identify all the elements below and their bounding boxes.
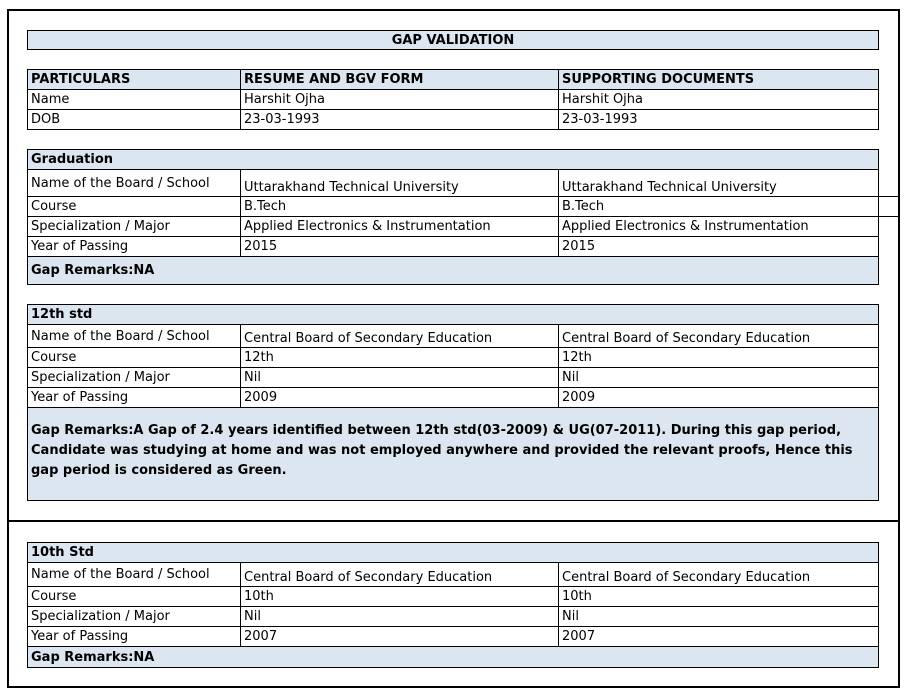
table-row (27, 89, 879, 110)
page-title: GAP VALIDATION (391, 32, 515, 48)
section-title: 12th std (31, 307, 93, 322)
row-label: Specialization / Major (28, 368, 241, 387)
table-row (27, 562, 879, 587)
row-label: Year of Passing (28, 627, 241, 646)
row-label: Year of Passing (28, 388, 241, 407)
section-title-row (27, 542, 879, 563)
document-value: Harshit Ojha (562, 92, 643, 107)
gap-remarks-row (27, 256, 879, 285)
gap-remarks-row (27, 407, 879, 501)
resume-value: B.Tech (241, 197, 559, 216)
section-title: Graduation (31, 152, 114, 167)
header-documents: SUPPORTING DOCUMENTS (562, 72, 755, 87)
resume-value: Nil (241, 607, 559, 626)
table-row (27, 367, 879, 388)
document-value: Applied Electronics & Instrumentation (562, 219, 809, 234)
document-value: Central Board of Secondary Education (562, 570, 811, 585)
document-value: Nil (562, 609, 579, 624)
header-resume: RESUME AND BGV FORM (241, 70, 559, 89)
table-row (27, 626, 879, 647)
document-value: 2009 (562, 390, 596, 405)
row-label: Course (28, 348, 241, 367)
resume-value: Central Board of Secondary Education (241, 563, 559, 586)
table-row (27, 586, 879, 607)
document-value: 23-03-1993 (562, 112, 638, 127)
resume-value: Central Board of Secondary Education (241, 325, 559, 347)
table-row (27, 196, 879, 217)
resume-value: 2009 (241, 388, 559, 407)
resume-value: 2015 (241, 237, 559, 256)
row-label: DOB (28, 110, 241, 129)
grid-stub (879, 216, 900, 217)
page-divider (7, 520, 900, 522)
row-label: Name (28, 90, 241, 109)
row-label: Year of Passing (28, 237, 241, 256)
table-row (27, 347, 879, 368)
row-label: Course (28, 587, 241, 606)
resume-value: Nil (241, 368, 559, 387)
document-value: 2015 (562, 239, 596, 254)
row-label: Name of the Board / School (28, 325, 241, 347)
section-title-row (27, 304, 879, 325)
row-label: Course (28, 197, 241, 216)
resume-value: 10th (241, 587, 559, 606)
table-row (27, 236, 879, 257)
gap-remarks-row (27, 646, 879, 668)
document-value: B.Tech (562, 199, 605, 214)
document-value: 10th (562, 589, 592, 604)
resume-value: 12th (241, 348, 559, 367)
table-row (27, 216, 879, 237)
document-value: 2007 (562, 629, 596, 644)
table-row (27, 109, 879, 130)
document-value: Uttarakhand Technical University (562, 180, 777, 195)
table-row (27, 387, 879, 408)
resume-value: Harshit Ojha (241, 90, 559, 109)
gap-remarks: Gap Remarks:A Gap of 2.4 years identified between 12th std(03-2009) & UG(07-2011). During this gap period, Candidate was studying at home and was not employed anywhere and provided the relevant proofs, Hence this gap period is considered as Green. (31, 423, 853, 478)
header-particulars: PARTICULARS (28, 70, 241, 89)
section-title: 10th Std (31, 545, 94, 560)
table-row (27, 606, 879, 627)
title-bar (27, 30, 879, 50)
row-label: Specialization / Major (28, 607, 241, 626)
row-label: Name of the Board / School (28, 563, 241, 586)
table-row (27, 169, 879, 197)
gap-remarks: Gap Remarks:NA (31, 649, 155, 665)
resume-value: Uttarakhand Technical University (241, 170, 559, 196)
document-value: 12th (562, 350, 592, 365)
grid-stub (879, 196, 900, 197)
resume-value: 2007 (241, 627, 559, 646)
table-row (27, 324, 879, 348)
row-label: Specialization / Major (28, 217, 241, 236)
column-header-row (27, 69, 879, 90)
document-value: Nil (562, 370, 579, 385)
resume-value: 23-03-1993 (241, 110, 559, 129)
gap-remarks: Gap Remarks:NA (31, 263, 155, 278)
section-title-row (27, 149, 879, 170)
document-value: Central Board of Secondary Education (562, 331, 811, 346)
resume-value: Applied Electronics & Instrumentation (241, 217, 559, 236)
row-label: Name of the Board / School (28, 170, 241, 196)
